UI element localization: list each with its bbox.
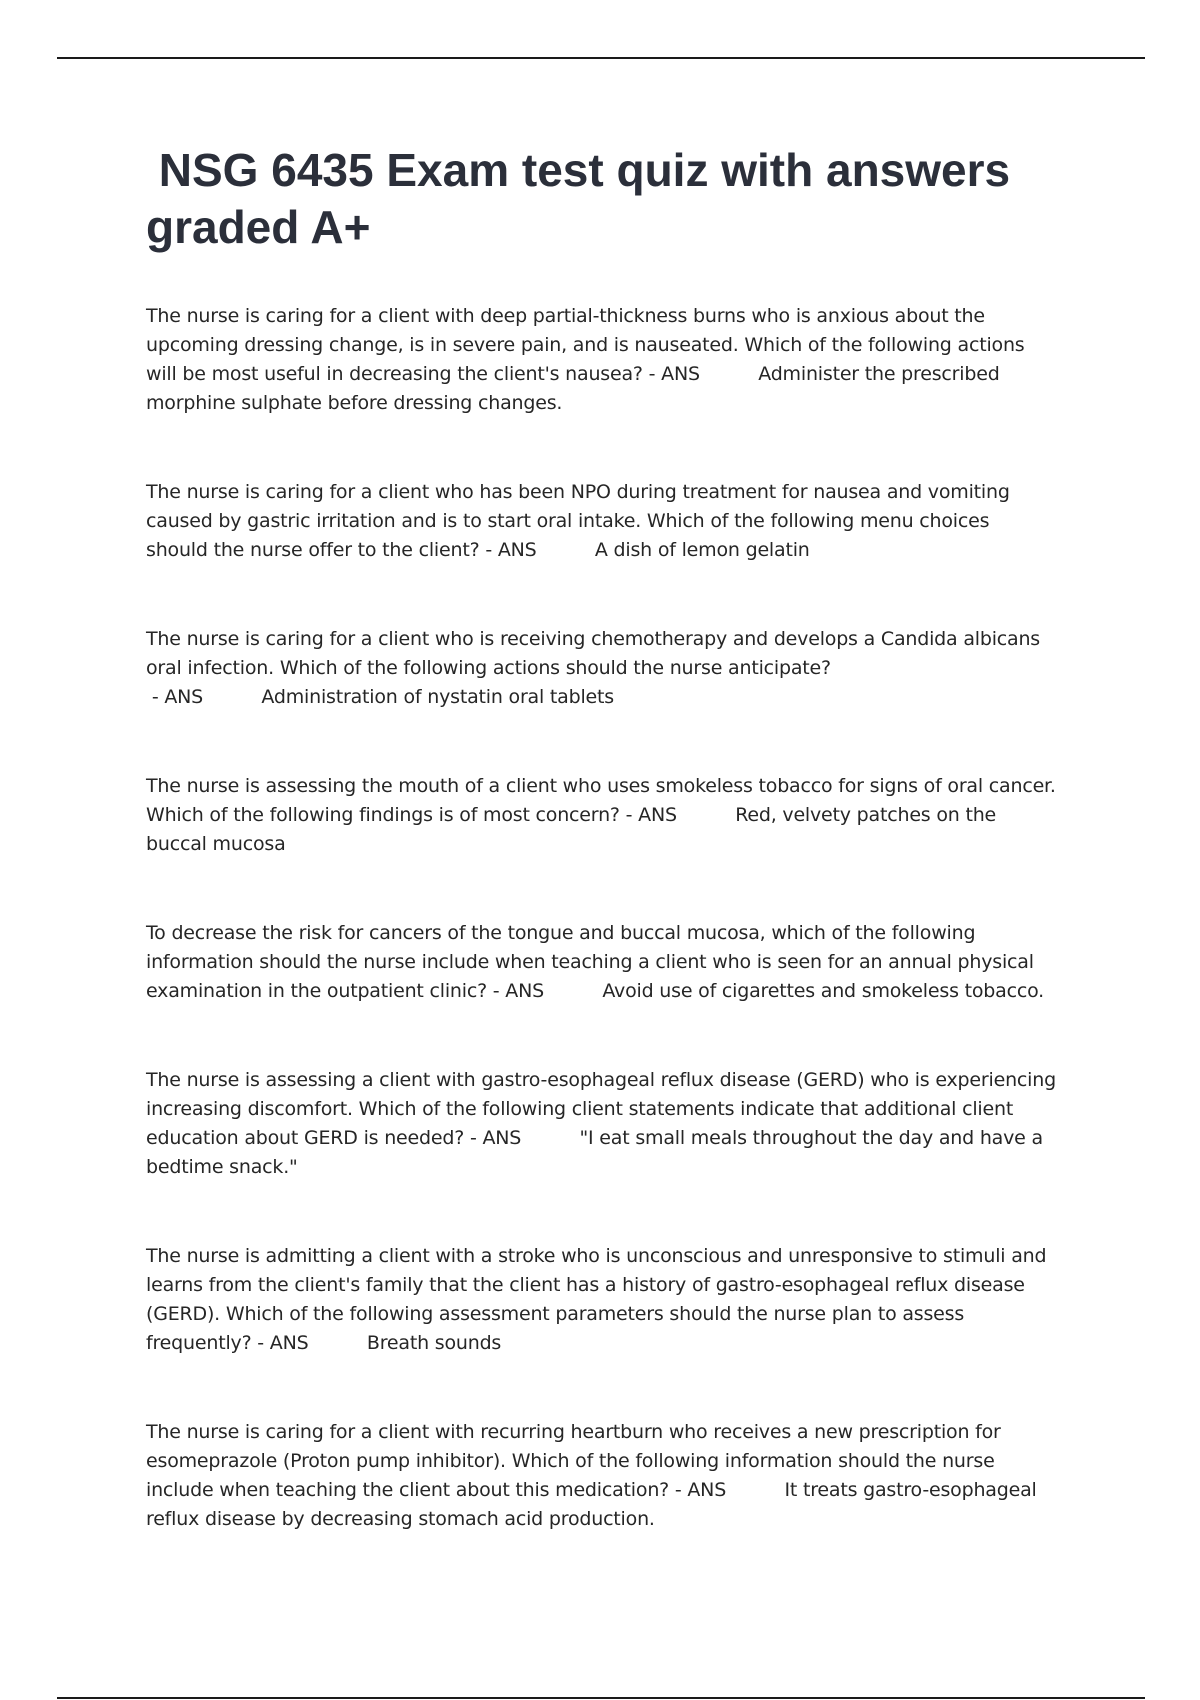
answer-text: Red, velvety patches on the buccal mucosa <box>146 804 997 855</box>
answer-text: A dish of lemon gelatin <box>594 539 810 561</box>
top-divider <box>57 57 1145 59</box>
qa-item <box>146 1066 1056 1182</box>
question-text: The nurse is admitting a client with a stroke who is unconscious and unresponsive to stimuli and learns from the client's family that the client has a history of gastro-esophageal reflux disease (GERD). Which of the following assessment parameters should the nurse plan to assess frequently? <box>146 1245 1047 1354</box>
ans-separator: - ANS <box>669 1479 785 1501</box>
answer-text: Breath sounds <box>366 1332 502 1354</box>
qa-item <box>146 625 1056 712</box>
question-text: The nurse is caring for a client with recurring heartburn who receives a new prescription for esomeprazole (Proton pump inhibitor). Which of the following information should the nurse include when teaching the client about this medication? <box>146 1421 1001 1501</box>
question-text: The nurse is caring for a client with deep partial-thickness burns who is anxious about the upcoming dressing change, is in severe pain, and is nauseated. Which of the following actions will be most useful in decreasing the client's nausea? <box>146 305 1025 385</box>
ans-separator: - ANS <box>251 1332 367 1354</box>
document-title: NSG 6435 Exam test quiz with answers graded A+ <box>146 144 1023 253</box>
qa-item <box>146 1418 1056 1534</box>
question-text: The nurse is assessing a client with gastro-esophageal reflux disease (GERD) who is experiencing increasing discomfort. Which of the following client statements indicate that additional client education about GERD is needed? <box>146 1069 1056 1149</box>
answer-text: It treats gastro-esophageal reflux disease by decreasing stomach acid production. <box>146 1479 1037 1530</box>
question-text: The nurse is caring for a client who has been NPO during treatment for nausea and vomiting caused by gastric irritation and is to start oral intake. Which of the following menu choices should the nurse offer to the client? <box>146 481 1010 561</box>
qa-item <box>146 302 1056 418</box>
qa-item <box>146 772 1056 859</box>
ans-separator: - ANS <box>479 539 595 561</box>
ans-separator: - ANS <box>619 804 736 826</box>
question-text: The nurse is assessing the mouth of a client who uses smokeless tobacco for signs of oral cancer. Which of the following findings is of most concern? <box>146 775 1056 826</box>
answer-text: Administer the prescribed morphine sulphate before dressing changes. <box>146 363 1000 414</box>
qa-item <box>146 919 1056 1006</box>
ans-separator: - ANS <box>486 980 603 1002</box>
ans-separator: - ANS <box>642 363 759 385</box>
answer-text: Administration of nystatin oral tablets <box>261 686 614 708</box>
bottom-divider <box>57 1697 1145 1699</box>
ans-separator: - ANS <box>464 1127 580 1149</box>
question-text: The nurse is caring for a client who is receiving chemotherapy and develops a Candida albicans oral infection. Which of the following actions should the nurse anticipate? <box>146 628 1041 679</box>
answer-text: "I eat small meals throughout the day and have a bedtime snack." <box>146 1127 1043 1178</box>
question-text: To decrease the risk for cancers of the tongue and buccal mucosa, which of the following information should the nurse include when teaching a client who is seen for an annual physical examination in the outpatient clinic? <box>146 922 1034 1002</box>
ans-separator: - ANS <box>146 686 262 708</box>
qa-item <box>146 1242 1056 1358</box>
qa-item <box>146 478 1056 565</box>
qa-list <box>146 302 1056 1594</box>
answer-text: Avoid use of cigarettes and smokeless tobacco. <box>602 980 1045 1002</box>
